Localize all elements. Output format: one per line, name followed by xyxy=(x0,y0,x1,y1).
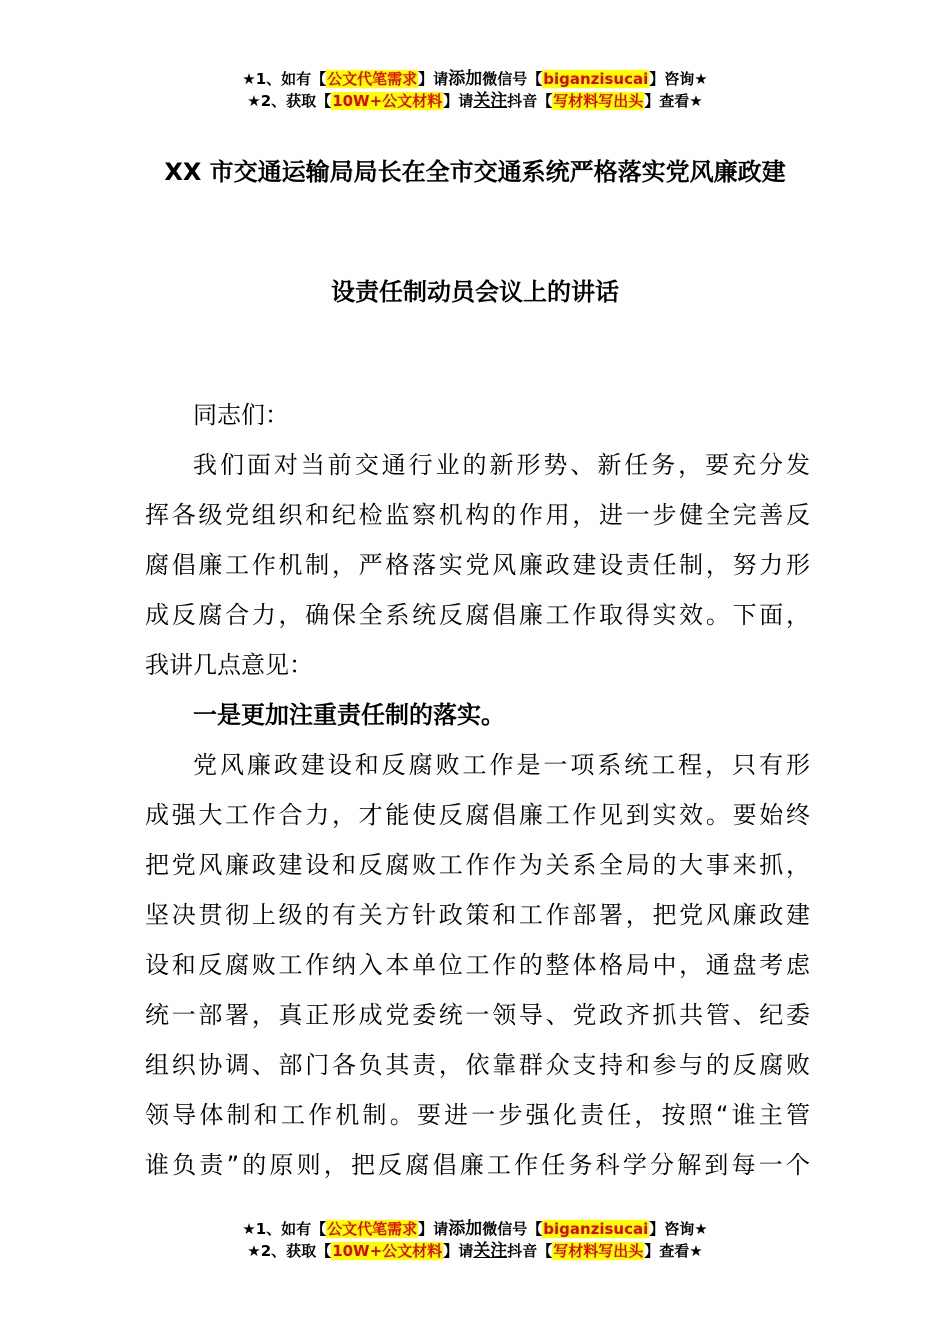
paragraph-line: 我们面对当前交通行业的新形势、新任务，要充分发 xyxy=(193,451,810,479)
banner-line-2 xyxy=(0,90,950,112)
banner-text: 微信号【 xyxy=(482,70,543,88)
banner-text: 】咨询★ xyxy=(649,1220,708,1238)
banner-emphasis: 关注 xyxy=(473,91,508,111)
banner-line-2 xyxy=(0,1240,950,1262)
document-body xyxy=(145,390,810,1190)
salutation: 同志们： xyxy=(193,401,289,429)
banner-highlight-douyin: 写材料写出头 xyxy=(553,92,644,110)
paragraph-line: 组织协调、部门各负其责，依靠群众支持和参与的反腐败 xyxy=(145,1051,810,1079)
document-title-line-2: 设责任制动员会议上的讲话 xyxy=(331,278,619,306)
document-title-line-1: XX 市交通运输局局长在全市交通系统严格落实党风廉政建 xyxy=(164,158,786,186)
banner-highlight: 公文代笔需求 xyxy=(327,1220,418,1238)
banner-highlight: 10W+公文材料 xyxy=(332,92,443,110)
banner-highlight: 公文代笔需求 xyxy=(327,70,418,88)
paragraph-line: 我讲几点意见： xyxy=(145,651,313,679)
banner-text: 】请 xyxy=(418,1220,449,1238)
top-banner xyxy=(0,68,950,112)
paragraph-line: 成反腐合力，确保全系统反腐倡廉工作取得实效。下面， xyxy=(145,601,810,629)
paragraph-line: 领导体制和工作机制。要进一步强化责任，按照“谁主管 xyxy=(145,1101,810,1129)
section-heading-1: 一是更加注重责任制的落实。 xyxy=(193,701,505,729)
paragraph-intro xyxy=(145,440,810,690)
paragraph-line: 把党风廉政建设和反腐败工作作为关系全局的大事来抓， xyxy=(145,851,810,879)
paragraph-line: 成强大工作合力，才能使反腐倡廉工作见到实效。要始终 xyxy=(145,801,810,829)
banner-emphasis: 关注 xyxy=(473,1241,508,1261)
banner-text: 抖音【 xyxy=(507,1242,553,1260)
banner-text: 】请 xyxy=(443,92,474,110)
banner-text: 】请 xyxy=(443,1242,474,1260)
banner-text: 抖音【 xyxy=(507,92,553,110)
paragraph-responsibility xyxy=(145,740,810,1190)
bottom-banner xyxy=(0,1218,950,1262)
banner-text: ★1、如有【 xyxy=(242,70,327,88)
paragraph-line: 坚决贯彻上级的有关方针政策和工作部署，把党风廉政建 xyxy=(145,901,810,929)
banner-line-1 xyxy=(0,68,950,90)
banner-text: 】查看★ xyxy=(644,1242,703,1260)
banner-highlight: 10W+公文材料 xyxy=(332,1242,443,1260)
banner-highlight-wechat: biganzisucai xyxy=(543,70,649,88)
banner-text: ★2、获取【 xyxy=(247,1242,332,1260)
banner-text: 微信号【 xyxy=(482,1220,543,1238)
banner-highlight-douyin: 写材料写出头 xyxy=(553,1242,644,1260)
banner-line-1 xyxy=(0,1218,950,1240)
banner-highlight-wechat: biganzisucai xyxy=(543,1220,649,1238)
banner-emphasis: 添加 xyxy=(448,69,483,89)
paragraph-line: 挥各级党组织和纪检监察机构的作用，进一步健全完善反 xyxy=(145,501,810,529)
banner-emphasis: 添加 xyxy=(448,1219,483,1239)
paragraph-line: 腐倡廉工作机制，严格落实党风廉政建设责任制，努力形 xyxy=(145,551,810,579)
paragraph-line: 谁负责”的原则，把反腐倡廉工作任务科学分解到每一个 xyxy=(145,1151,810,1179)
banner-text: ★2、获取【 xyxy=(247,92,332,110)
banner-text: 】请 xyxy=(418,70,449,88)
paragraph-line: 统一部署，真正形成党委统一领导、党政齐抓共管、纪委 xyxy=(145,1001,810,1029)
paragraph-line: 党风廉政建设和反腐败工作是一项系统工程，只有形 xyxy=(193,751,810,779)
paragraph-line: 设和反腐败工作纳入本单位工作的整体格局中，通盘考虑 xyxy=(145,951,810,979)
banner-text: 】咨询★ xyxy=(649,70,708,88)
banner-text: 】查看★ xyxy=(644,92,703,110)
banner-text: ★1、如有【 xyxy=(242,1220,327,1238)
